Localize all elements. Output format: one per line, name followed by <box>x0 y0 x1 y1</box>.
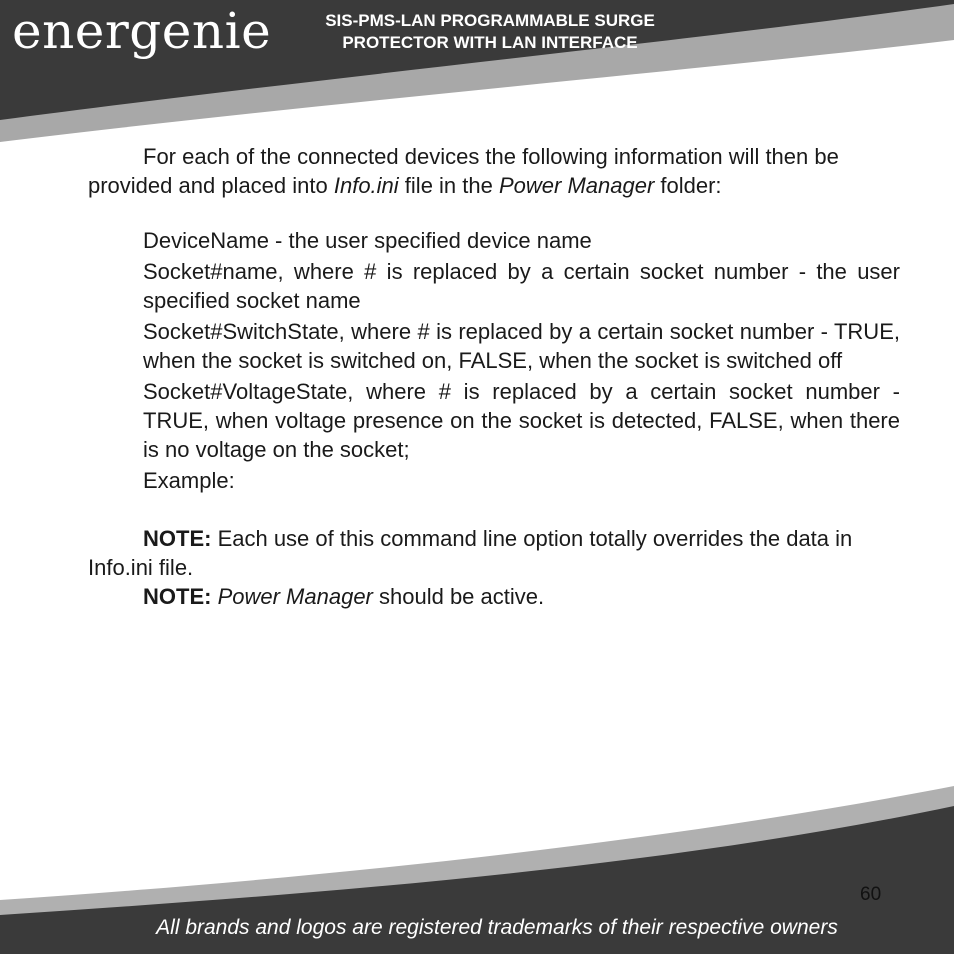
list-item: Socket#VoltageState, where # is replaced by a certain socket number - TRUE, when voltage presence on the socket is detected, FALSE, when there is no voltage on the socket; <box>143 379 900 462</box>
list-item: DeviceName - the user specified device name <box>143 228 592 253</box>
example-label: Example: <box>143 468 235 493</box>
intro-text-1: For each of the connected devices the following information will then be provided and placed into <box>88 144 839 198</box>
intro-file-name: Info.ini <box>333 173 399 198</box>
footer-trademark-text: All brands and logos are registered trademarks of their respective owners <box>156 916 838 939</box>
header-title-line2: PROTECTOR WITH LAN INTERFACE <box>342 33 638 52</box>
note-2-emphasis: Power Manager <box>217 584 373 609</box>
parameter-list <box>143 226 900 464</box>
note-1-text: Each use of this command line option totally overrides the data in Info.ini file. <box>88 526 853 580</box>
note-2-text: should be active. <box>372 584 545 609</box>
list-item: Socket#SwitchState, where # is replaced by a certain socket number - TRUE, when the socket is switched on, FALSE, when the socket is switched off <box>143 319 900 373</box>
list-item: Socket#name, where # is replaced by a certain socket number - the user specified socket name <box>143 259 900 313</box>
note-2-label: NOTE: <box>143 584 212 609</box>
note-1 <box>88 524 900 582</box>
header-title-line1: SIS-PMS-LAN PROGRAMMABLE SURGE <box>325 11 655 30</box>
header-title <box>290 10 690 54</box>
intro-text-3: folder: <box>654 173 722 198</box>
note-2 <box>88 582 900 611</box>
brand-logo: energenie <box>12 2 272 60</box>
page-number: 60 <box>860 884 882 905</box>
intro-text-2: file in the <box>398 173 499 198</box>
note-1-label: NOTE: <box>143 526 212 551</box>
page-content <box>88 142 900 611</box>
intro-folder-name: Power Manager <box>498 173 655 198</box>
intro-paragraph <box>88 142 900 200</box>
